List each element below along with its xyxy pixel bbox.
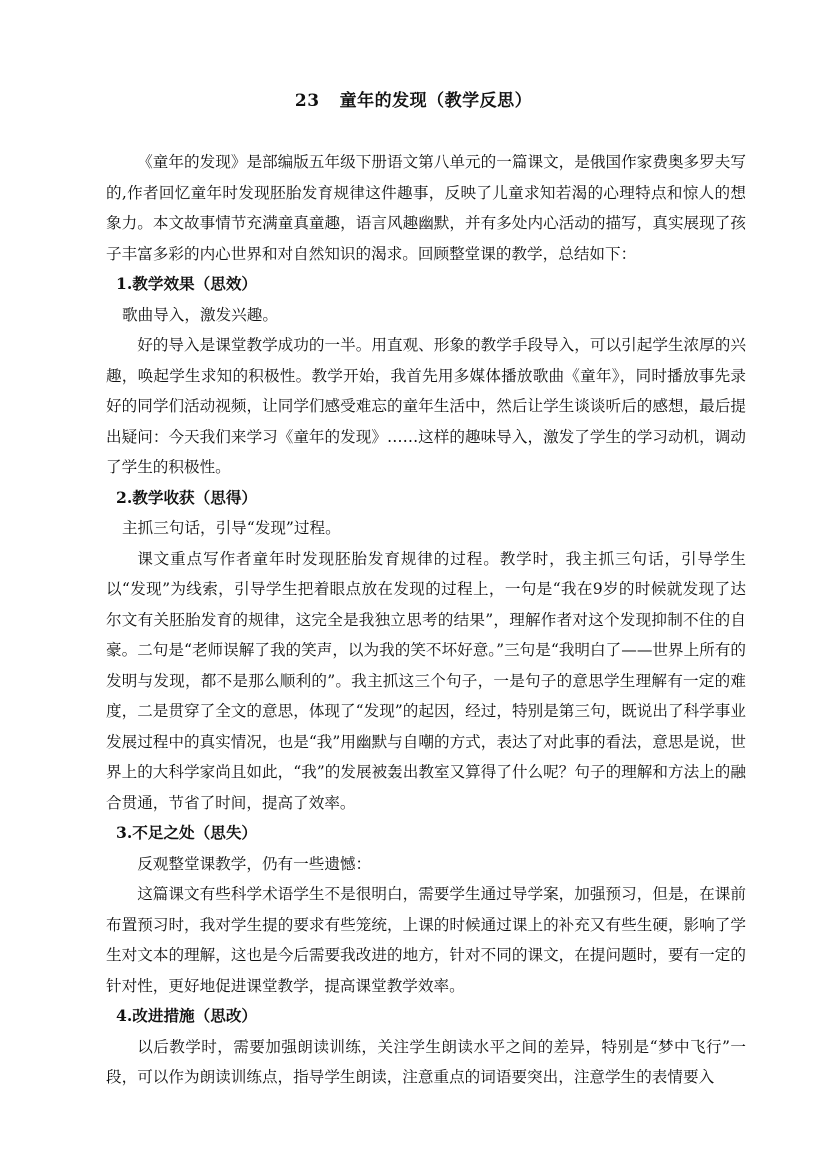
section1-paragraph: 好的导入是课堂教学成功的一半。用直观、形象的教学手段导入，可以引起学生浓厚的兴趣，唤起学生求知的积极性。教学开始，我首先用多媒体播放歌曲《童年》，同时播放事先录好的同学们活动视频，让同学们感受难忘的童年生活中，然后让学生谈谈听后的感想，最后提出疑问：今天我们来学习《童年的发现》……这样的趣味导入，激发了学生的学习动机，调动了学生的积极性。 xyxy=(106,336,746,476)
section3-heading: 3.不足之处（思失） xyxy=(116,823,258,842)
section1-heading: 1.教学效果（思效） xyxy=(116,274,258,293)
section3-lead: 反观整堂课教学，仍有一些遗憾： xyxy=(137,854,372,873)
title-number: 23 xyxy=(294,91,320,111)
section1-subheading: 歌曲导入，激发兴趣。 xyxy=(122,305,278,324)
section2-subheading: 主抓三句话，引导“发现”过程。 xyxy=(122,519,341,537)
section2-paragraph: 课文重点写作者童年时发现胚胎发育规律的过程。教学时，我主抓三句话，引导学生以“发现”为线索，引导学生把着眼点放在发现的过程上，一句是“我在9岁的时候就发现了达尔文有关胚胎发育的规律，这完全是我独立思考的结果”，理解作者对这个发现抑制不住的自豪。二句是“老师误解了我的笑声，以为我的笑不坏好意。”三句是“我明白了——世界上所有的发明与发现，都不是那么顺利的”。我主抓这三个句子，一是句子的意思学生理解有一定的难度，二是贯穿了全文的意思，体现了“发现”的起因，经过，特别是第三句，既说出了科学事业发展过程中的真实情况，也是“我”用幽默与自嘲的方式，表达了对此事的看法，意思是说，世界上的大科学家尚且如此，“我”的发展被轰出教室又算得了什么呢？句子的理解和方法上的融合贯通，节省了时间，提高了效率。 xyxy=(106,549,746,812)
title-text: 童年的发现（教学反思） xyxy=(339,91,533,111)
intro-paragraph: 《童年的发现》是部编版五年级下册语文第八单元的一篇课文，是俄国作家费奥多罗夫写的,作者回忆童年时发现胚胎发育规律这件趣事，反映了儿童求知若渴的心理特点和惊人的想象力。本文故事情节充满童真童趣，语言风趣幽默，并有多处内心活动的描写，真实展现了孩子丰富多彩的内心世界和对自然知识的渴求。回顾整堂课的教学，总结如下： xyxy=(106,153,746,263)
section4-heading: 4.改进措施（思改） xyxy=(116,1006,258,1025)
document-body xyxy=(106,147,746,1093)
section4-paragraph: 以后教学时，需要加强朗读训练，关注学生朗读水平之间的差异，特别是“梦中飞行”一段，可以作为朗读训练点，指导学生朗读，注意重点的词语要突出，注意学生的表情要入 xyxy=(106,1037,746,1086)
section3-paragraph: 这篇课文有些科学术语学生不是很明白，需要学生通过导学案，加强预习，但是，在课前布置预习时，我对学生提的要求有些笼统，上课的时候通过课上的补充又有些生硬，影响了学生对文本的理解，这也是今后需要我改进的地方，针对不同的课文，在提问题时，要有一定的针对性，更好地促进课堂教学，提高课堂教学效率。 xyxy=(106,885,746,995)
section2-heading: 2.教学收获（思得） xyxy=(116,487,258,507)
page-title xyxy=(0,86,827,111)
